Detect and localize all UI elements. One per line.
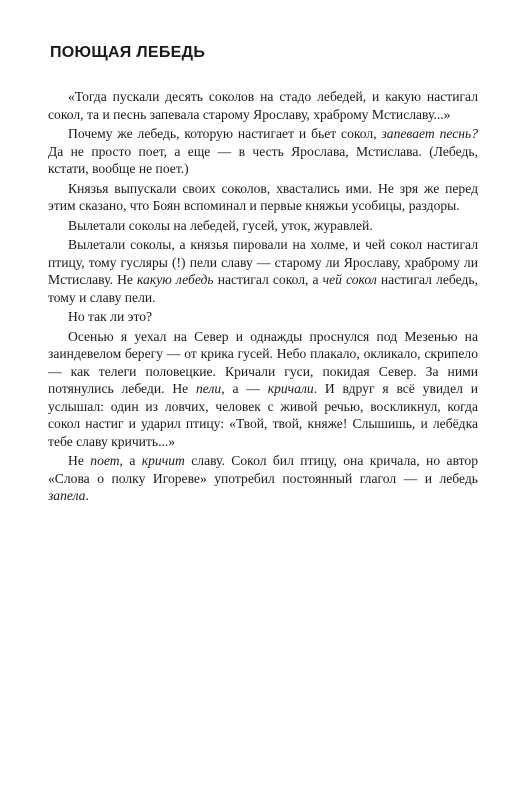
text-run: Да не просто поет, а еще — в честь Ярослава, Мстислава. (Лебедь, кстати, вообще не поет.) <box>48 143 478 176</box>
paragraph <box>48 180 478 215</box>
paragraph <box>48 125 478 178</box>
paragraph <box>48 236 478 306</box>
text-run: , а <box>119 453 142 468</box>
text-run: Князья выпускали своих соколов, хвастались ими. Не зря же перед этим сказано, что Боян вспоминал и первые княжьи усобицы, раздоры. <box>48 180 478 213</box>
text-run: Не <box>68 453 91 468</box>
paragraph <box>48 88 478 123</box>
text-run: , а — <box>221 381 268 396</box>
text-run: . <box>85 488 89 503</box>
italic-emphasis: запевает песнь? <box>381 126 478 141</box>
text-run: настигал лебедь, тому и славу пели. <box>48 272 478 305</box>
paragraph <box>48 308 478 326</box>
paragraph <box>48 328 478 451</box>
paragraph <box>48 452 478 505</box>
italic-emphasis: поет <box>90 453 120 468</box>
italic-emphasis: какую лебедь <box>137 272 214 287</box>
text-run: Вылетали соколы на лебедей, гусей, уток, журавлей. <box>68 217 373 233</box>
text-run: Осенью я уехал на Север и однажды проснулся под Мезенью на заиндевелом берегу — от крика гусей. Небо плакало, окликало, скрипело — как телеги половецкие. Кричали гуси, покидая Север. За ними потянулись лебеди. Не <box>48 328 478 396</box>
text-run: Вылетали соколы, а князья пировали на холме, и чей сокол настигал птицу, тому гусляры (!) пели славу — старому ли Ярославу, храброму ли Мстиславу. Не <box>48 237 478 287</box>
chapter-body <box>48 88 478 505</box>
text-run: настигал сокол, а <box>213 272 323 287</box>
italic-emphasis: кричали <box>267 381 314 396</box>
italic-emphasis: чей сокол <box>322 272 377 287</box>
italic-emphasis: кричит <box>141 453 185 468</box>
italic-emphasis: запела <box>48 488 86 503</box>
text-run: Но так ли это? <box>68 309 153 324</box>
book-page <box>48 44 478 507</box>
text-run: «Тогда пускали десять соколов на стадо лебедей, и какую настигал сокол, та и песнь запевала старому Ярославу, храброму Мстиславу...» <box>48 89 478 122</box>
text-run: славу. Сокол бил птицу, она кричала, но автор «Слова о полку Игореве» употребил постоянный глагол — и лебедь <box>48 453 479 486</box>
italic-emphasis: пели <box>196 381 222 396</box>
text-run: . И вдруг я всё увидел и услышал: один из ловчих, человек с живой речью, воскликнул, когда сокол настиг и ударил птицу: «Твой, твой, княже! Слышишь, и лебёдка тебе славу кричить...» <box>48 381 478 449</box>
paragraph <box>48 217 478 235</box>
chapter-title: ПОЮЩАЯ ЛЕБЕДЬ <box>50 44 206 61</box>
text-run: Почему же лебедь, которую настигает и бьет сокол, <box>68 126 382 141</box>
